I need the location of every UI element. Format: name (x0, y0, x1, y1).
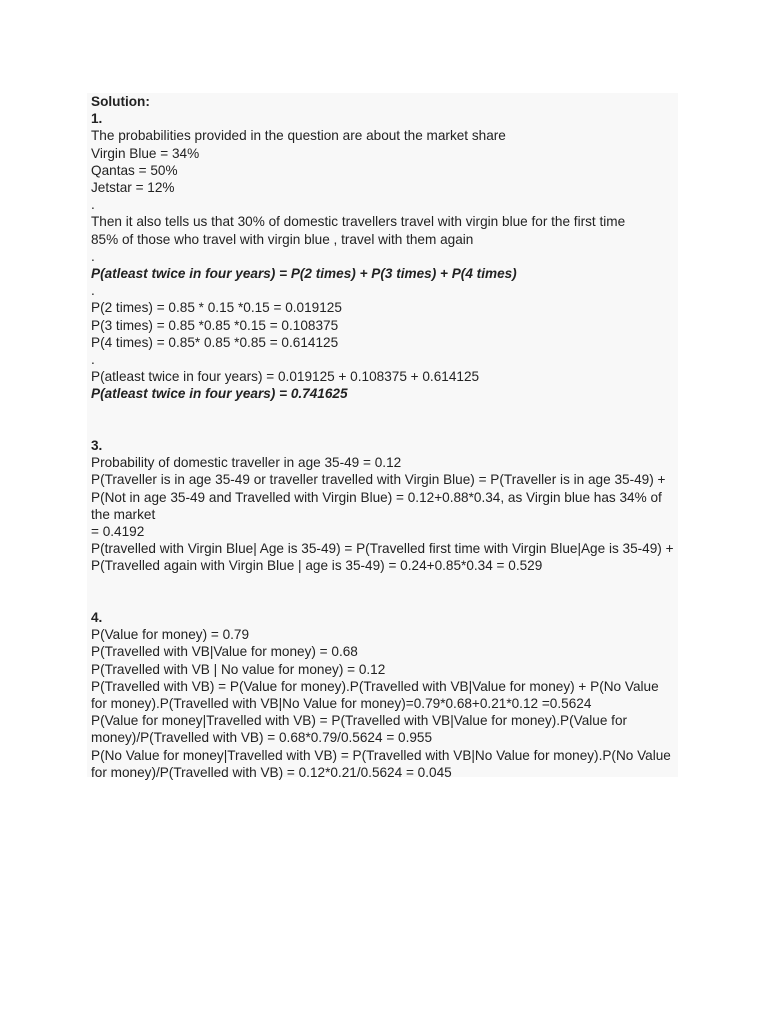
q1-separator: . (91, 352, 95, 368)
q4-paragraph: P(No Value for money|Travelled with VB) = P(Travelled with VB|No Value for money).P(No Value for money)/P(Travelled with VB) = 0.12*0.21/0.5624 = 0.045 (91, 747, 671, 780)
q1-formula: P(atleast twice in four years) = P(2 times) + P(3 times) + P(4 times) (91, 266, 517, 282)
spacer (91, 420, 678, 437)
q1-text-line: The probabilities provided in the question are about the market share (91, 128, 506, 144)
q3-text-line: = 0.4192 (91, 524, 145, 540)
q4-text-line: P(Value for money) = 0.79 (91, 627, 250, 643)
q4-text-line: P(Travelled with VB|Value for money) = 0.68 (91, 644, 358, 660)
q3-paragraph: P(travelled with Virgin Blue| Age is 35-49) = P(Travelled first time with Virgin Blue|Age is 35-49) + P(Travelled again with Virgin Blue | age is 35-49) = 0.24+0.85*0.34 = 0.529 (91, 541, 674, 574)
q1-calc-line: P(4 times) = 0.85* 0.85 *0.85 = 0.614125 (91, 334, 339, 350)
question-3-number: 3. (91, 438, 103, 454)
q1-sum: P(atleast twice in four years) = 0.019125 + 0.108375 + 0.614125 (91, 369, 480, 385)
solution-heading: Solution: (91, 94, 150, 109)
q1-text-line: Jetstar = 12% (91, 180, 175, 196)
q1-text-line: . (91, 197, 95, 213)
q4-text-line: P(Travelled with VB | No value for money) = 0.12 (91, 661, 386, 677)
question-4-number: 4. (91, 610, 103, 626)
q1-text-line: Then it also tells us that 30% of domestic travellers travel with virgin blue for the first time (91, 214, 626, 230)
q3-paragraph: P(Traveller is in age 35-49 or traveller travelled with Virgin Blue) = P(Traveller is in age 35-49) + P(Not in age 35-49 and Travelled with Virgin Blue) = 0.12+0.88*0.34, as Virgin blue has 34% of the market (91, 472, 666, 522)
q1-text-line: 85% of those who travel with virgin blue , travel with them again (91, 231, 474, 247)
q1-calc-line: P(3 times) = 0.85 *0.85 *0.15 = 0.108375 (91, 317, 339, 333)
q1-text-line: Virgin Blue = 34% (91, 145, 200, 161)
q1-text-line: Qantas = 50% (91, 162, 178, 178)
q4-paragraph: P(Travelled with VB) = P(Value for money).P(Travelled with VB|Value for money) + P(No Value for money).P(Travelled with VB|No Value for money)=0.79*0.68+0.21*0.12 =0.5624 (91, 678, 659, 712)
spacer (91, 592, 678, 609)
q1-separator: . (91, 283, 95, 299)
q1-text-line: . (91, 248, 95, 264)
q1-result: P(atleast twice in four years) = 0.741625 (91, 386, 348, 402)
q1-calc-line: P(2 times) = 0.85 * 0.15 *0.15 = 0.019125 (91, 300, 342, 316)
question-1-number: 1. (91, 111, 103, 127)
q4-paragraph: P(Value for money|Travelled with VB) = P(Travelled with VB|Value for money).P(Value for money)/P(Travelled with VB) = 0.68*0.79/0.5624 = 0.955 (91, 713, 628, 746)
solution-content (91, 93, 678, 781)
q3-text-line: Probability of domestic traveller in age 35-49 = 0.12 (91, 455, 402, 471)
spacer (91, 403, 678, 420)
spacer (91, 575, 678, 592)
